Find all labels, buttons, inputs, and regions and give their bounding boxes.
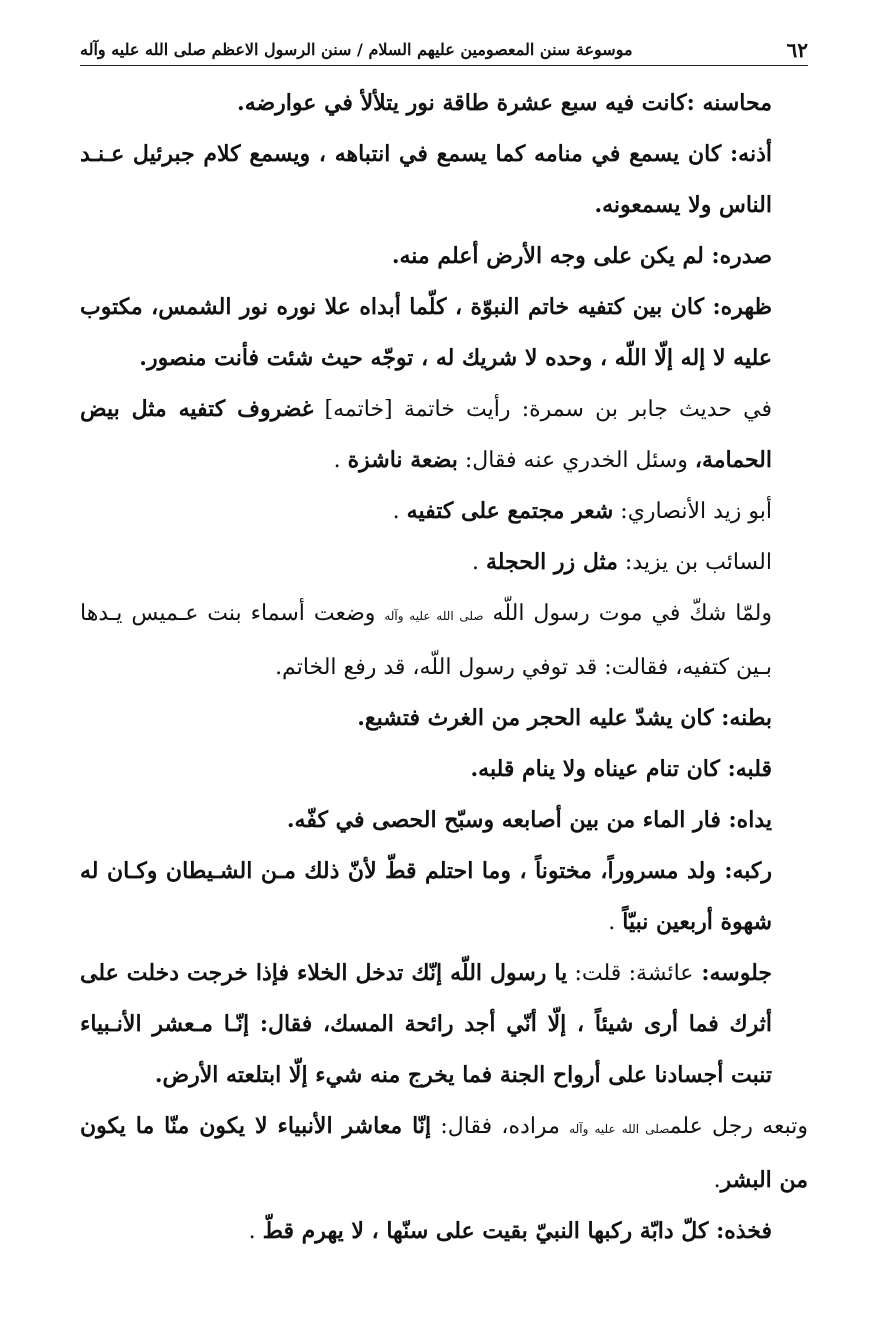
paragraph-text: أذنه: كان يسمع في منامه كما يسمع في انتباهه ، ويسمع كلام جبرئيل عـنـد الناس ولا يسمعونه.	[80, 141, 772, 218]
paragraph-text: بطنه: كان يشدّ عليه الحجر من الغرث فتشبع.	[357, 705, 772, 731]
paragraph	[80, 948, 808, 1101]
paragraph-text: أبو زيد الأنصاري:	[613, 499, 772, 524]
paragraph-text: .	[333, 448, 348, 473]
paragraph-text: وتبعه رجل علم	[669, 1114, 808, 1139]
paragraph-text: مراده، فقال:	[431, 1114, 570, 1139]
paragraph-text: فخذه: كلّ دابّة ركبها النبيّ بقيت على سنّها ، لا يهرم قطّ	[262, 1218, 772, 1244]
paragraph-text: في حديث جابر بن سمرة: رأيت خاتمة [خاتمه]	[313, 397, 772, 422]
paragraph	[80, 588, 808, 693]
paragraph-text: السائب بن يزيد:	[617, 550, 772, 575]
honorific-glyph: صلى الله عليه وآله	[569, 1122, 670, 1136]
page-number: ٦٢	[786, 38, 808, 62]
paragraph-text: .	[608, 910, 623, 935]
paragraph-text: .	[248, 1219, 263, 1244]
paragraph-text: قلبه: كان تنام عيناه ولا ينام قلبه.	[470, 756, 772, 782]
paragraph-text: وضعت أسماء بنت عـميس يـدها بـين كتفيه، فقالت: قد توفي رسول اللّه، قد رفع الخاتم.	[80, 601, 772, 680]
paragraph	[80, 537, 808, 588]
page-body	[80, 78, 808, 1257]
header-rule	[80, 65, 808, 66]
paragraph	[80, 78, 808, 129]
paragraph-text: .	[392, 499, 407, 524]
paragraph	[80, 795, 808, 846]
paragraph	[80, 693, 808, 744]
paragraph-text: .	[713, 1168, 721, 1193]
paragraph	[80, 744, 808, 795]
paragraph-text: عائشة: قلت:	[567, 961, 694, 986]
paragraph-text: وسئل الخدري عنه فقال:	[457, 448, 695, 473]
paragraph-text: صدره: لم يكن على وجه الأرض أعلم منه.	[391, 243, 772, 269]
paragraph	[80, 282, 808, 384]
paragraph-text: ركبه: ولد مسروراً، مختوناً ، وما احتلم قطّ لأنّ ذلك مـن الشـيطان وكـان له شهوة أربعين نبيّاً	[80, 858, 772, 935]
paragraph-text: ظهره: كان بين كتفيه خاتم النبوّة ، كلّما أبداه علا نوره نور الشمس، مكتوب عليه لا إله إلّا اللّه ، وحده لا شريك له ، توجّه حيث شئت فأنت منصور.	[80, 294, 772, 371]
honorific-glyph: صلى الله عليه وآله	[384, 609, 484, 623]
running-title: موسوعة سنن المعصومين عليهم السلام / سنن الرسول الاعظم صلى الله عليه وآله	[80, 40, 633, 59]
paragraph	[80, 1101, 808, 1206]
paragraph	[80, 846, 808, 948]
paragraph	[80, 129, 808, 231]
page-header	[80, 32, 808, 66]
paragraph-text: شعر مجتمع على كتفيه	[406, 498, 614, 524]
paragraph-text: إنّا معاشر الأنبياء لا يكون منّا ما يكون من البشر	[80, 1113, 808, 1193]
paragraph-text: .	[471, 550, 486, 575]
paragraph	[80, 384, 808, 486]
paragraph-text: مثل زر الحجلة	[485, 549, 618, 575]
paragraph-text: ولمّا شكّ في موت رسول اللّه	[483, 601, 772, 626]
paragraph-text: جلوسه:	[693, 960, 772, 986]
paragraph	[80, 1206, 808, 1257]
paragraph	[80, 486, 808, 537]
paragraph-text: بضعة ناشزة	[347, 447, 458, 473]
paragraph	[80, 231, 808, 282]
paragraph-text: محاسنه :كانت فيه سبع عشرة طاقة نور يتلألأ في عوارضه.	[237, 90, 772, 116]
paragraph-text: غضروف كتفيه مثل بيض الحمامة،	[80, 396, 772, 473]
paragraph-text: يا رسول اللّه إنّك تدخل الخلاء فإذا خرجت دخلت على أثرك فما أرى شيئاً ، إلّا أنّي أجد رائحة المسك، فقال: إنّـا مـعشر الأنـبياء تنبت أجسادنا على أرواح الجنة فما يخرج منه شيء إلّا ابتلعته الأرض.	[80, 960, 772, 1088]
paragraph-text: يداه: فار الماء من بين أصابعه وسبّح الحصى في كفّه.	[286, 807, 772, 833]
